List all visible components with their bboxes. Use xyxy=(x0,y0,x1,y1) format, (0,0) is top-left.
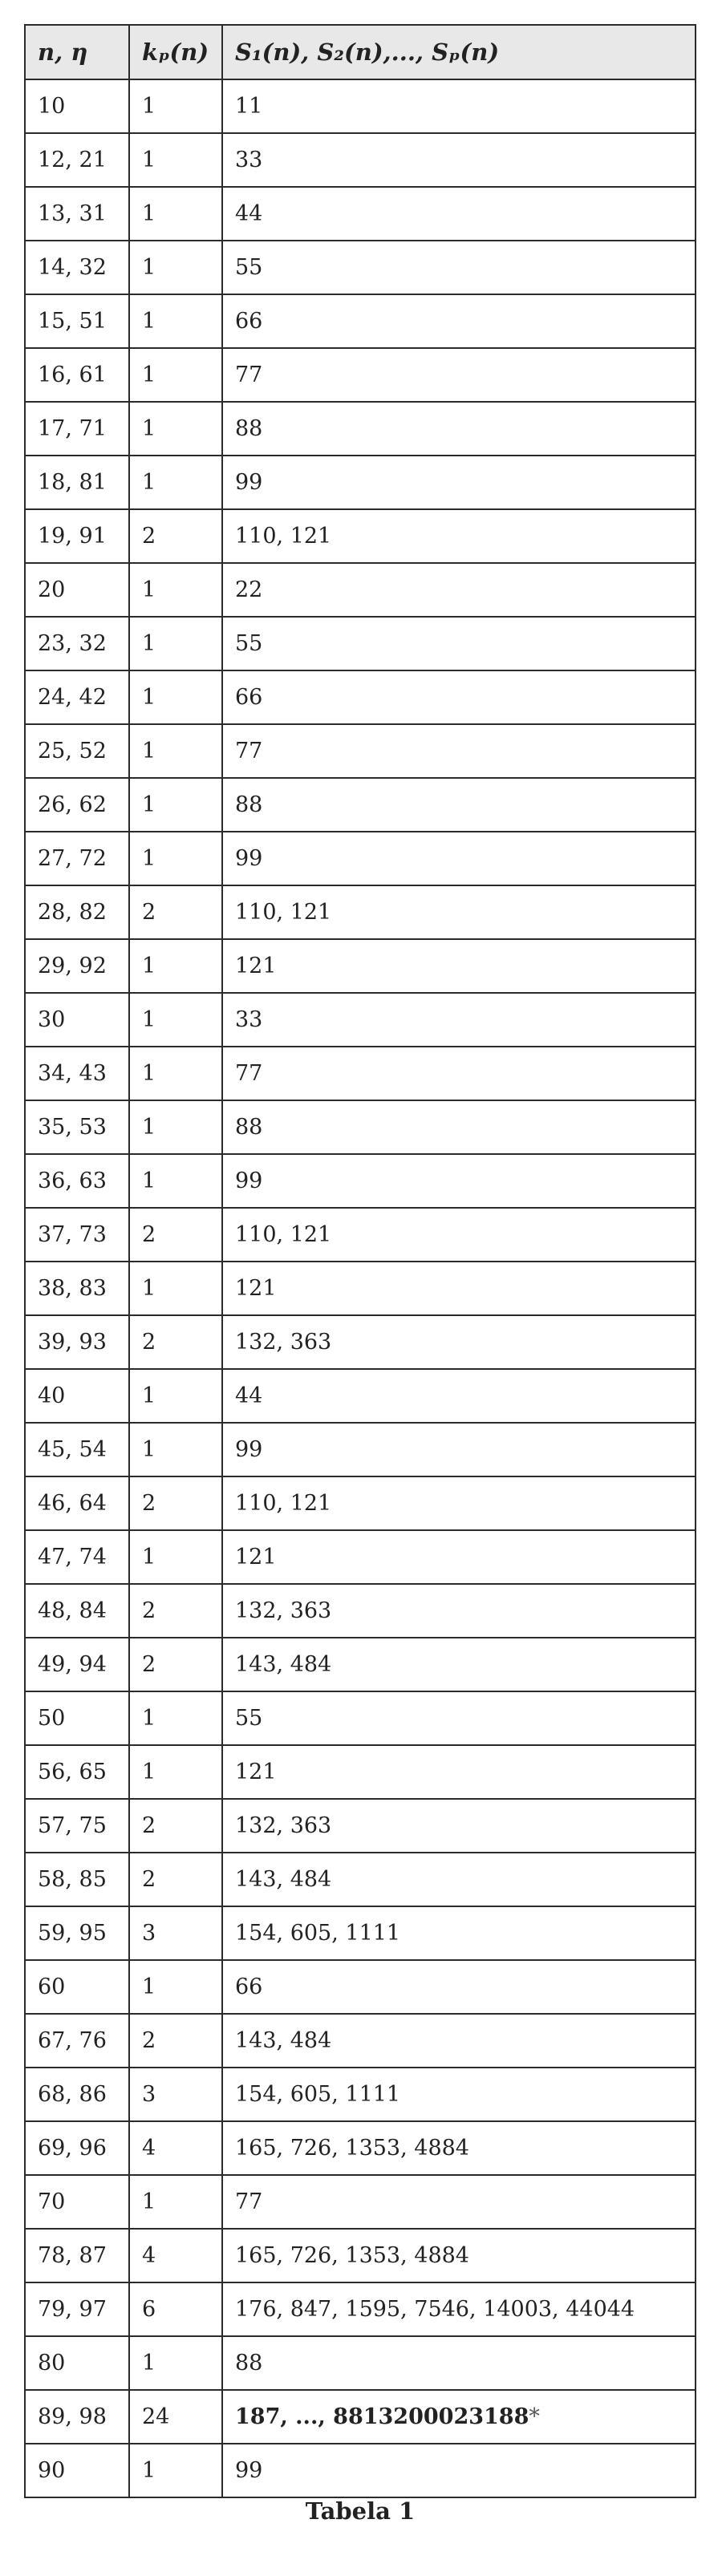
table-body xyxy=(25,79,696,2497)
cell-s-values: 88 xyxy=(222,1100,696,1154)
cell-s-values: 132, 363 xyxy=(222,1584,696,1638)
cell-n: 49, 94 xyxy=(25,1638,129,1691)
table-row xyxy=(25,1047,696,1100)
cell-kp: 2 xyxy=(129,1476,222,1530)
cell-kp: 2 xyxy=(129,1799,222,1853)
cell-kp: 2 xyxy=(129,885,222,939)
cell-kp: 1 xyxy=(129,2175,222,2229)
cell-n: 39, 93 xyxy=(25,1315,129,1369)
table-row xyxy=(25,2068,696,2121)
cell-s-values: 154, 605, 1111 xyxy=(222,2068,696,2121)
cell-s-values: 121 xyxy=(222,1745,696,1799)
cell-n: 13, 31 xyxy=(25,187,129,241)
cell-s-values: 88 xyxy=(222,778,696,832)
cell-n: 30 xyxy=(25,993,129,1047)
table-row xyxy=(25,1423,696,1476)
cell-s-values: 33 xyxy=(222,993,696,1047)
cell-kp: 2 xyxy=(129,1638,222,1691)
cell-kp: 2 xyxy=(129,1315,222,1369)
cell-s-values: 110, 121 xyxy=(222,1476,696,1530)
cell-s-values: 77 xyxy=(222,2175,696,2229)
table-row xyxy=(25,187,696,241)
table-row xyxy=(25,1638,696,1691)
header-n-eta: n, η xyxy=(25,25,129,79)
table-row xyxy=(25,1530,696,1584)
cell-kp: 1 xyxy=(129,993,222,1047)
cell-n: 45, 54 xyxy=(25,1423,129,1476)
table-row xyxy=(25,1960,696,2014)
cell-kp: 1 xyxy=(129,2336,222,2390)
cell-s-values: 99 xyxy=(222,832,696,885)
cell-s-values: 143, 484 xyxy=(222,1638,696,1691)
cell-s-values: 143, 484 xyxy=(222,2014,696,2068)
footnote-marker: * xyxy=(529,2404,540,2429)
cell-s-values: 165, 726, 1353, 4884 xyxy=(222,2121,696,2175)
cell-n: 25, 52 xyxy=(25,724,129,778)
cell-n: 47, 74 xyxy=(25,1530,129,1584)
table-row xyxy=(25,133,696,187)
cell-kp: 1 xyxy=(129,133,222,187)
cell-s-values: 99 xyxy=(222,2444,696,2497)
cell-s-values: 66 xyxy=(222,1960,696,2014)
cell-s-values: 154, 605, 1111 xyxy=(222,1906,696,1960)
bold-sequence-text: 187, ..., 8813200023188 xyxy=(235,2404,529,2429)
cell-kp: 1 xyxy=(129,79,222,133)
cell-kp: 1 xyxy=(129,670,222,724)
cell-n: 17, 71 xyxy=(25,402,129,456)
cell-s-values: 132, 363 xyxy=(222,1799,696,1853)
cell-n: 24, 42 xyxy=(25,670,129,724)
cell-kp: 1 xyxy=(129,939,222,993)
cell-s-values: 165, 726, 1353, 4884 xyxy=(222,2229,696,2282)
table-row xyxy=(25,1369,696,1423)
numbers-table xyxy=(24,24,696,2498)
table-row xyxy=(25,2336,696,2390)
table-row xyxy=(25,509,696,563)
cell-kp: 1 xyxy=(129,617,222,670)
table-row xyxy=(25,294,696,348)
header-kp: kₚ(n) xyxy=(129,25,222,79)
cell-s-values: 44 xyxy=(222,187,696,241)
cell-n: 18, 81 xyxy=(25,456,129,509)
cell-s-values: 132, 363 xyxy=(222,1315,696,1369)
table-row xyxy=(25,1691,696,1745)
cell-kp: 1 xyxy=(129,1262,222,1315)
cell-kp: 1 xyxy=(129,1100,222,1154)
table-row xyxy=(25,1315,696,1369)
cell-kp: 1 xyxy=(129,456,222,509)
table-row xyxy=(25,2390,696,2444)
cell-kp: 2 xyxy=(129,1853,222,1906)
table-row xyxy=(25,939,696,993)
header-s-sequence: S₁(n), S₂(n),..., Sₚ(n) xyxy=(222,25,696,79)
cell-s-values: 55 xyxy=(222,241,696,294)
cell-kp: 1 xyxy=(129,294,222,348)
cell-s-values: 88 xyxy=(222,402,696,456)
cell-s-values: 44 xyxy=(222,1369,696,1423)
cell-n: 10 xyxy=(25,79,129,133)
cell-kp: 1 xyxy=(129,1691,222,1745)
cell-s-values: 110, 121 xyxy=(222,885,696,939)
table-row xyxy=(25,724,696,778)
cell-n: 68, 86 xyxy=(25,2068,129,2121)
table-row xyxy=(25,2121,696,2175)
cell-s-values: 11 xyxy=(222,79,696,133)
cell-kp: 3 xyxy=(129,1906,222,1960)
cell-s-values: 77 xyxy=(222,724,696,778)
cell-n: 46, 64 xyxy=(25,1476,129,1530)
cell-n: 70 xyxy=(25,2175,129,2229)
table-row xyxy=(25,885,696,939)
table-row xyxy=(25,1799,696,1853)
cell-kp: 1 xyxy=(129,1960,222,2014)
table-row xyxy=(25,1584,696,1638)
cell-s-values: 143, 484 xyxy=(222,1853,696,1906)
cell-n: 35, 53 xyxy=(25,1100,129,1154)
cell-s-values xyxy=(222,2390,696,2444)
table-row xyxy=(25,778,696,832)
cell-n: 27, 72 xyxy=(25,832,129,885)
cell-kp: 6 xyxy=(129,2282,222,2336)
cell-n: 60 xyxy=(25,1960,129,2014)
table-row xyxy=(25,348,696,402)
table-row xyxy=(25,241,696,294)
cell-n: 36, 63 xyxy=(25,1154,129,1208)
cell-s-values: 99 xyxy=(222,456,696,509)
cell-n: 23, 32 xyxy=(25,617,129,670)
table-row xyxy=(25,2444,696,2497)
cell-kp: 1 xyxy=(129,1423,222,1476)
cell-s-values: 99 xyxy=(222,1423,696,1476)
cell-s-values: 110, 121 xyxy=(222,1208,696,1262)
cell-n: 79, 97 xyxy=(25,2282,129,2336)
cell-s-values: 66 xyxy=(222,670,696,724)
table-row xyxy=(25,617,696,670)
cell-kp: 1 xyxy=(129,832,222,885)
table-row xyxy=(25,79,696,133)
cell-kp: 2 xyxy=(129,1208,222,1262)
cell-s-values: 55 xyxy=(222,1691,696,1745)
cell-n: 90 xyxy=(25,2444,129,2497)
cell-n: 50 xyxy=(25,1691,129,1745)
cell-s-values: 77 xyxy=(222,1047,696,1100)
cell-n: 69, 96 xyxy=(25,2121,129,2175)
table-row xyxy=(25,993,696,1047)
cell-kp: 3 xyxy=(129,2068,222,2121)
cell-n: 34, 43 xyxy=(25,1047,129,1100)
cell-n: 80 xyxy=(25,2336,129,2390)
table-header-row xyxy=(25,25,696,79)
cell-kp: 1 xyxy=(129,187,222,241)
cell-kp: 1 xyxy=(129,348,222,402)
cell-n: 15, 51 xyxy=(25,294,129,348)
cell-n: 56, 65 xyxy=(25,1745,129,1799)
cell-n: 16, 61 xyxy=(25,348,129,402)
cell-n: 20 xyxy=(25,563,129,617)
cell-n: 58, 85 xyxy=(25,1853,129,1906)
cell-s-values: 88 xyxy=(222,2336,696,2390)
cell-kp: 2 xyxy=(129,2014,222,2068)
cell-n: 57, 75 xyxy=(25,1799,129,1853)
cell-s-values: 22 xyxy=(222,563,696,617)
cell-n: 38, 83 xyxy=(25,1262,129,1315)
cell-n: 89, 98 xyxy=(25,2390,129,2444)
table-caption: Tabela 1 xyxy=(305,2497,416,2525)
cell-kp: 2 xyxy=(129,509,222,563)
cell-kp: 4 xyxy=(129,2121,222,2175)
cell-s-values: 66 xyxy=(222,294,696,348)
cell-kp: 4 xyxy=(129,2229,222,2282)
cell-n: 29, 92 xyxy=(25,939,129,993)
cell-n: 48, 84 xyxy=(25,1584,129,1638)
cell-kp: 2 xyxy=(129,1584,222,1638)
cell-kp: 1 xyxy=(129,778,222,832)
table-row xyxy=(25,2014,696,2068)
table-row xyxy=(25,1154,696,1208)
cell-n: 67, 76 xyxy=(25,2014,129,2068)
cell-kp: 1 xyxy=(129,241,222,294)
cell-kp: 1 xyxy=(129,2444,222,2497)
cell-s-values: 33 xyxy=(222,133,696,187)
cell-kp: 1 xyxy=(129,563,222,617)
table-row xyxy=(25,1906,696,1960)
table-row xyxy=(25,563,696,617)
cell-n: 37, 73 xyxy=(25,1208,129,1262)
cell-s-values: 121 xyxy=(222,939,696,993)
cell-n: 12, 21 xyxy=(25,133,129,187)
table-row xyxy=(25,402,696,456)
cell-s-values: 176, 847, 1595, 7546, 14003, 44044 xyxy=(222,2282,696,2336)
cell-n: 19, 91 xyxy=(25,509,129,563)
cell-s-values: 121 xyxy=(222,1530,696,1584)
table-row xyxy=(25,1208,696,1262)
cell-kp: 1 xyxy=(129,402,222,456)
cell-n: 28, 82 xyxy=(25,885,129,939)
cell-s-values: 55 xyxy=(222,617,696,670)
cell-kp: 1 xyxy=(129,1047,222,1100)
table-row xyxy=(25,1100,696,1154)
table-row xyxy=(25,2282,696,2336)
cell-n: 78, 87 xyxy=(25,2229,129,2282)
table-row xyxy=(25,456,696,509)
table-row xyxy=(25,832,696,885)
cell-s-values: 99 xyxy=(222,1154,696,1208)
cell-n: 26, 62 xyxy=(25,778,129,832)
table-row xyxy=(25,1476,696,1530)
cell-kp: 1 xyxy=(129,1369,222,1423)
cell-kp: 1 xyxy=(129,724,222,778)
cell-s-values: 110, 121 xyxy=(222,509,696,563)
table-row xyxy=(25,1262,696,1315)
table-row xyxy=(25,2229,696,2282)
cell-n: 59, 95 xyxy=(25,1906,129,1960)
cell-kp: 1 xyxy=(129,1530,222,1584)
cell-kp: 1 xyxy=(129,1745,222,1799)
cell-n: 14, 32 xyxy=(25,241,129,294)
cell-kp: 24 xyxy=(129,2390,222,2444)
cell-s-values: 77 xyxy=(222,348,696,402)
cell-kp: 1 xyxy=(129,1154,222,1208)
cell-s-values: 121 xyxy=(222,1262,696,1315)
table-row xyxy=(25,2175,696,2229)
table-row xyxy=(25,1853,696,1906)
table-row xyxy=(25,1745,696,1799)
cell-n: 40 xyxy=(25,1369,129,1423)
table-row xyxy=(25,670,696,724)
